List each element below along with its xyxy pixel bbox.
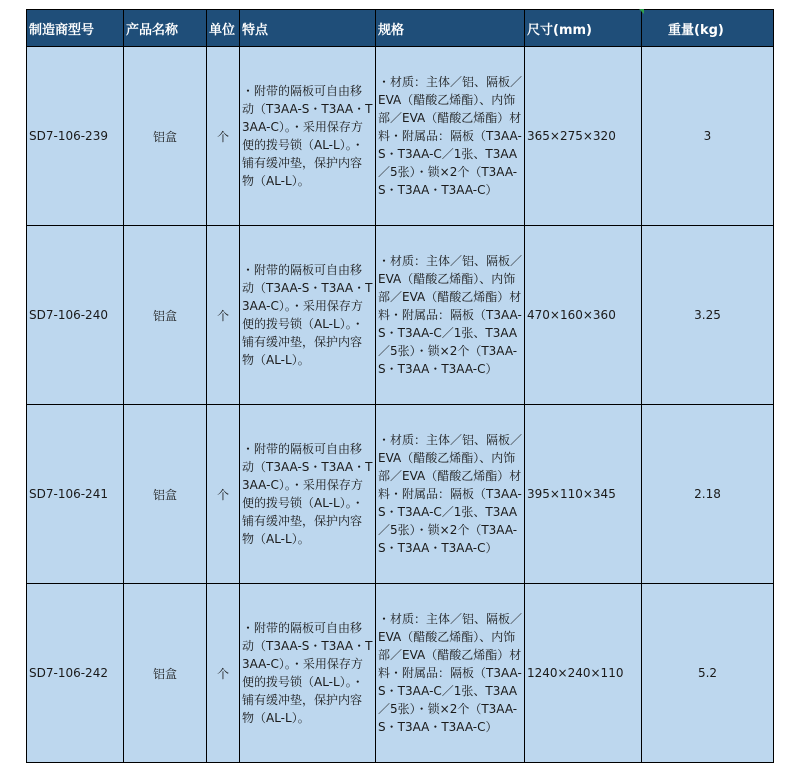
- cell-name[interactable]: 铝盒: [124, 226, 207, 405]
- cell-size[interactable]: 395×110×345: [525, 405, 642, 584]
- cell-weight[interactable]: 5.2: [642, 584, 774, 763]
- header-spec[interactable]: 规格: [376, 10, 525, 47]
- cell-name[interactable]: 铝盒: [124, 584, 207, 763]
- table-header: [27, 10, 774, 47]
- cell-size[interactable]: 470×160×360: [525, 226, 642, 405]
- cell-unit[interactable]: 个: [207, 584, 240, 763]
- header-row: [27, 10, 774, 47]
- header-code[interactable]: 制造商型号: [27, 10, 124, 47]
- table-row: [27, 226, 774, 405]
- table-body: [27, 47, 774, 763]
- table-row: [27, 405, 774, 584]
- cell-weight[interactable]: 3.25: [642, 226, 774, 405]
- cell-features[interactable]: ・附带的隔板可自由移动（T3AA-S・T3AA・T3AA-C）。・采用保存方便的拨号锁（AL-L）。・铺有缓冲垫，保护内容物（AL-L）。: [240, 226, 376, 405]
- cell-size[interactable]: 365×275×320: [525, 47, 642, 226]
- cell-size[interactable]: 1240×240×110: [525, 584, 642, 763]
- table-row: [27, 47, 774, 226]
- cell-name[interactable]: 铝盒: [124, 405, 207, 584]
- cell-code[interactable]: SD7-106-241: [27, 405, 124, 584]
- header-size[interactable]: 尺寸(mm): [525, 10, 642, 47]
- cell-comment-indicator-icon: [639, 9, 644, 14]
- table-row: [27, 584, 774, 763]
- cell-spec[interactable]: ・材质：主体／铝、隔板／EVA（醋酸乙烯酯）、内饰部／EVA（醋酸乙烯酯）材料・附属品：隔板（T3AA-S・T3AA-C／1张、T3AA／5张）・锁×2个（T3AA-S・T3AA・T3AA-C）: [376, 47, 525, 226]
- cell-unit[interactable]: 个: [207, 405, 240, 584]
- cell-unit[interactable]: 个: [207, 226, 240, 405]
- cell-weight[interactable]: 2.18: [642, 405, 774, 584]
- cell-features[interactable]: ・附带的隔板可自由移动（T3AA-S・T3AA・T3AA-C）。・采用保存方便的拨号锁（AL-L）。・铺有缓冲垫，保护内容物（AL-L）。: [240, 584, 376, 763]
- cell-unit[interactable]: 个: [207, 47, 240, 226]
- cell-spec[interactable]: ・材质：主体／铝、隔板／EVA（醋酸乙烯酯）、内饰部／EVA（醋酸乙烯酯）材料・附属品：隔板（T3AA-S・T3AA-C／1张、T3AA／5张）・锁×2个（T3AA-S・T3AA・T3AA-C）: [376, 226, 525, 405]
- header-weight[interactable]: 重量(kg): [642, 10, 774, 47]
- product-spec-table: [26, 9, 774, 763]
- cell-code[interactable]: SD7-106-240: [27, 226, 124, 405]
- header-name[interactable]: 产品名称: [124, 10, 207, 47]
- header-unit[interactable]: 单位: [207, 10, 240, 47]
- header-features[interactable]: 特点: [240, 10, 376, 47]
- cell-code[interactable]: SD7-106-239: [27, 47, 124, 226]
- cell-spec[interactable]: ・材质：主体／铝、隔板／EVA（醋酸乙烯酯）、内饰部／EVA（醋酸乙烯酯）材料・附属品：隔板（T3AA-S・T3AA-C／1张、T3AA／5张）・锁×2个（T3AA-S・T3AA・T3AA-C）: [376, 584, 525, 763]
- cell-name[interactable]: 铝盒: [124, 47, 207, 226]
- cell-features[interactable]: ・附带的隔板可自由移动（T3AA-S・T3AA・T3AA-C）。・采用保存方便的拨号锁（AL-L）。・铺有缓冲垫，保护内容物（AL-L）。: [240, 405, 376, 584]
- cell-features[interactable]: ・附带的隔板可自由移动（T3AA-S・T3AA・T3AA-C）。・采用保存方便的拨号锁（AL-L）。・铺有缓冲垫，保护内容物（AL-L）。: [240, 47, 376, 226]
- cell-code[interactable]: SD7-106-242: [27, 584, 124, 763]
- cell-weight[interactable]: 3: [642, 47, 774, 226]
- cell-spec[interactable]: ・材质：主体／铝、隔板／EVA（醋酸乙烯酯）、内饰部／EVA（醋酸乙烯酯）材料・附属品：隔板（T3AA-S・T3AA-C／1张、T3AA／5张）・锁×2个（T3AA-S・T3AA・T3AA-C）: [376, 405, 525, 584]
